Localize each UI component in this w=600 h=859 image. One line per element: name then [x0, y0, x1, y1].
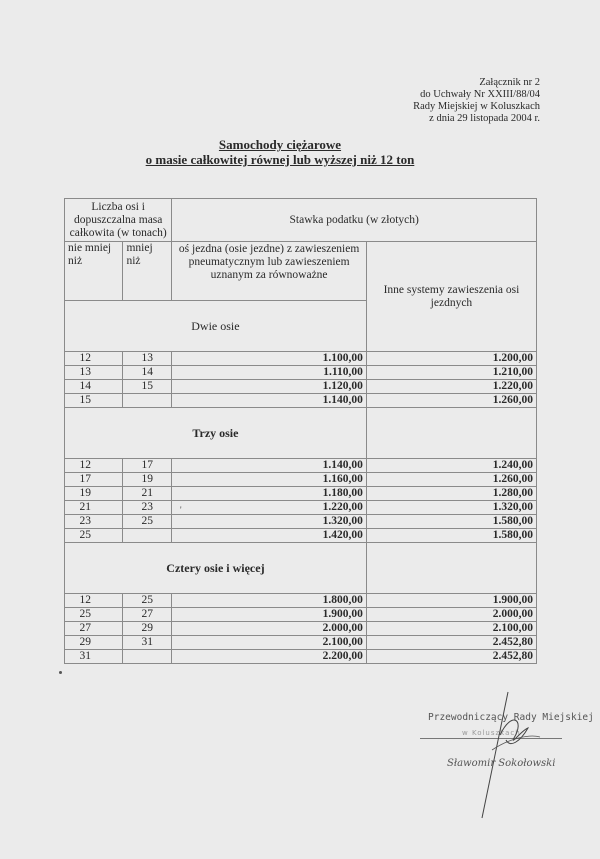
cell-min-mass: 27 [65, 622, 123, 636]
cell-max-mass: 13 [123, 352, 172, 366]
council-name: Rady Miejskiej w Koluszkach [413, 101, 540, 112]
title-line-2: o masie całkowitej równej lub wyższej niż 12 ton [145, 152, 415, 167]
header-row-1 [65, 199, 537, 242]
table-row [65, 487, 537, 501]
cell-min-mass: 25 [65, 608, 123, 622]
table-row [65, 529, 537, 543]
header-row-2 [65, 242, 537, 301]
scan-mark: ' [180, 505, 182, 515]
cell-rate-other: 2.100,00 [366, 622, 536, 636]
cell-min-mass: 21 [65, 501, 123, 515]
cell-rate-other: 1.200,00 [366, 352, 536, 366]
cell-min-mass: 12 [65, 352, 123, 366]
tax-rate-table [64, 198, 537, 664]
table-row [65, 515, 537, 529]
cell-rate-other: 1.580,00 [366, 515, 536, 529]
cell-rate-pneumatic: 1.800,00 [172, 594, 367, 608]
annex-reference [413, 77, 540, 125]
stamp-place: w Koluszkach [462, 729, 521, 737]
cell-rate-pneumatic: 1.120,00 [172, 380, 367, 394]
table-row [65, 366, 537, 380]
cell-max-mass: 19 [123, 473, 172, 487]
header-axles-mass: Liczba osi i dopuszczalna masa całkowita (w tonach) [65, 199, 172, 242]
cell-rate-other: 1.260,00 [366, 394, 536, 408]
cell-rate-pneumatic: 1.180,00 [172, 487, 367, 501]
cell-min-mass: 15 [65, 394, 123, 408]
cell-min-mass: 12 [65, 594, 123, 608]
cell-min-mass: 14 [65, 380, 123, 394]
table-row [65, 608, 537, 622]
cell-rate-pneumatic: 1.100,00 [172, 352, 367, 366]
cell-rate-other: 1.900,00 [366, 594, 536, 608]
cell-rate-other: 1.320,00 [366, 501, 536, 515]
cell-max-mass: 25 [123, 594, 172, 608]
section-header-row [65, 408, 537, 459]
header-tax-rate: Stawka podatku (w złotych) [172, 199, 537, 242]
table-row [65, 394, 537, 408]
document-title [0, 137, 560, 167]
table-row [65, 650, 537, 664]
cell-rate-other: 1.240,00 [366, 459, 536, 473]
cell-min-mass: 19 [65, 487, 123, 501]
cell-min-mass: 13 [65, 366, 123, 380]
cell-rate-pneumatic: 1.160,00 [172, 473, 367, 487]
cell-max-mass: 15 [123, 380, 172, 394]
cell-min-mass: 12 [65, 459, 123, 473]
table-row [65, 636, 537, 650]
cell-max-mass: 31 [123, 636, 172, 650]
cell-rate-other: 1.580,00 [366, 529, 536, 543]
cell-max-mass: 17 [123, 459, 172, 473]
cell-rate-pneumatic: 2.200,00 [172, 650, 367, 664]
section-label: Cztery osie i więcej [65, 543, 367, 594]
cell-min-mass: 29 [65, 636, 123, 650]
cell-rate-other: 2.452,80 [366, 650, 536, 664]
cell-max-mass: 27 [123, 608, 172, 622]
cell-rate-pneumatic: 1.420,00 [172, 529, 367, 543]
title-line-1: Samochody ciężarowe [218, 137, 342, 152]
table-row [65, 473, 537, 487]
cell-rate-pneumatic: 1.900,00 [172, 608, 367, 622]
cell-rate-other: 1.280,00 [366, 487, 536, 501]
section-blank-cell [366, 408, 536, 459]
cell-rate-pneumatic: 2.100,00 [172, 636, 367, 650]
table-row [65, 622, 537, 636]
cell-min-mass: 25 [65, 529, 123, 543]
cell-max-mass: 25 [123, 515, 172, 529]
cell-rate-other: 2.452,80 [366, 636, 536, 650]
table-row [65, 594, 537, 608]
handwritten-signature-icon [470, 690, 550, 820]
cell-rate-pneumatic: 1.140,00 [172, 394, 367, 408]
cell-min-mass: 17 [65, 473, 123, 487]
table-row [65, 459, 537, 473]
section-blank-cell [366, 543, 536, 594]
cell-rate-other: 2.000,00 [366, 608, 536, 622]
cell-rate-pneumatic: 1.220,00 [172, 501, 367, 515]
cell-min-mass: 23 [65, 515, 123, 529]
resolution-date: z dnia 29 listopada 2004 r. [429, 113, 540, 124]
cell-max-mass: 23 [123, 501, 172, 515]
cell-rate-pneumatic: 2.000,00 [172, 622, 367, 636]
cell-rate-other: 1.210,00 [366, 366, 536, 380]
header-other-suspension: Inne systemy zawieszenia osi jezdnych [366, 242, 536, 352]
cell-rate-pneumatic: 1.320,00 [172, 515, 367, 529]
cell-max-mass [123, 650, 172, 664]
section-label: Dwie osie [65, 301, 367, 352]
scan-dot [59, 671, 62, 674]
cell-max-mass: 29 [123, 622, 172, 636]
annex-number: Załącznik nr 2 [479, 77, 540, 88]
section-header-row [65, 543, 537, 594]
cell-rate-pneumatic: 1.110,00 [172, 366, 367, 380]
signatory-name: Sławomir Sokołowski [447, 758, 556, 769]
stamp-title: Przewodniczący Rady Miejskiej [428, 712, 594, 723]
cell-rate-other: 1.220,00 [366, 380, 536, 394]
table-row [65, 352, 537, 366]
resolution-number: do Uchwały Nr XXIII/88/04 [420, 89, 540, 100]
header-max: mniej niż [123, 242, 172, 301]
table-row [65, 501, 537, 515]
cell-max-mass: 21 [123, 487, 172, 501]
section-label: Trzy osie [65, 408, 367, 459]
cell-max-mass: 14 [123, 366, 172, 380]
cell-min-mass: 31 [65, 650, 123, 664]
header-pneumatic-suspension: oś jezdna (osie jezdne) z zawieszeniem pneumatycznym lub zawieszeniem uznanym za równoważne [172, 242, 367, 301]
cell-rate-other: 1.260,00 [366, 473, 536, 487]
cell-rate-pneumatic: 1.140,00 [172, 459, 367, 473]
cell-max-mass [123, 529, 172, 543]
header-min: nie mniej niż [65, 242, 123, 301]
table-row [65, 380, 537, 394]
cell-max-mass [123, 394, 172, 408]
